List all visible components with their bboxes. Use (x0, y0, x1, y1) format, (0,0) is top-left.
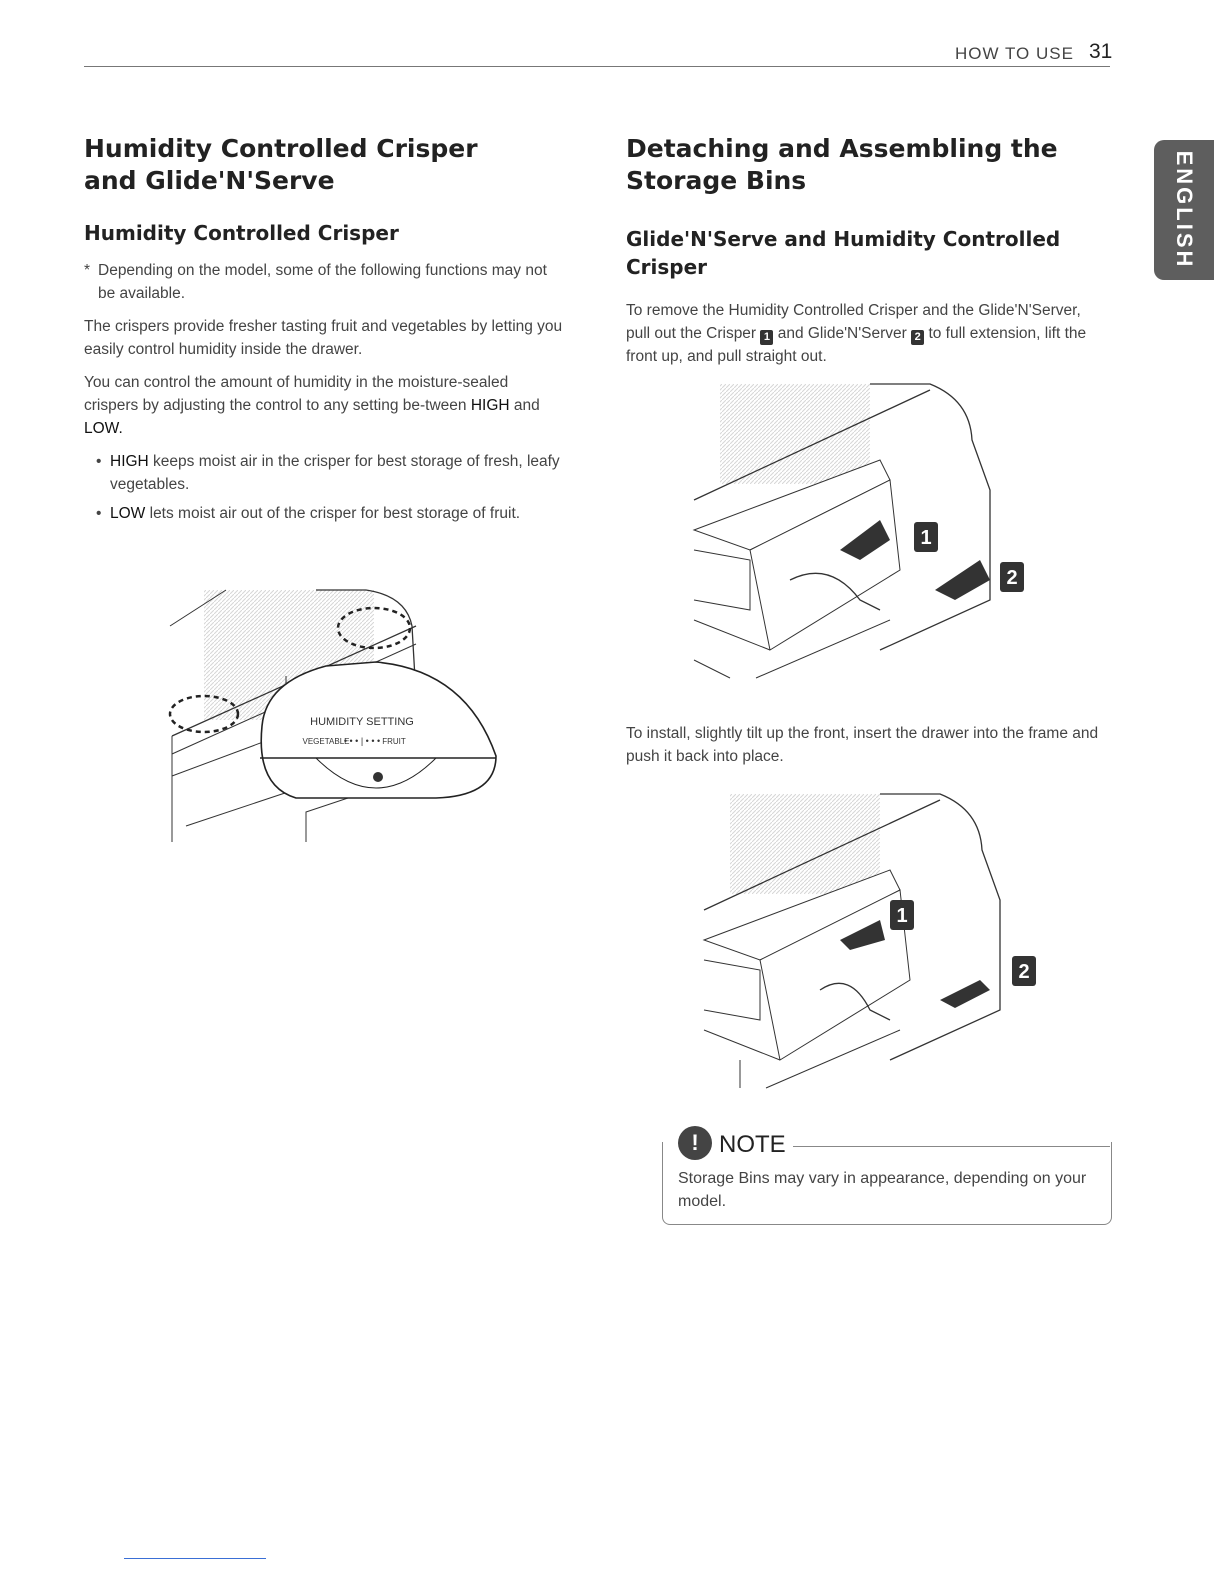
remove-instructions (626, 299, 1106, 368)
language-tab[interactable] (1154, 140, 1214, 280)
left-subtitle: Humidity Controlled Crisper (84, 221, 399, 245)
para2-high: HIGH (470, 397, 510, 414)
header-rule (84, 66, 1110, 67)
humidity-bullets (84, 450, 564, 525)
availability-note-text: Depending on the model, some of the following functions may not be available. (98, 262, 547, 302)
language-tab-label: ENGLISH (1172, 150, 1197, 270)
install-instructions: To install, slightly tilt up the front, insert the drawer into the frame and push it back into place. (626, 725, 1099, 765)
page-number: 31 (1089, 40, 1113, 63)
right-title-line2: Storage Bins (626, 166, 807, 195)
bullet-high: • HIGH keeps moist air in the crisper for best storage of fresh, leafy vegetables. (96, 453, 560, 493)
right-subtitle-line1: Glide'N'Serve and Humidity Controlled (626, 227, 1061, 251)
vegetable-label: VEGETABLE (302, 737, 350, 746)
marker-1-label: 1 (920, 527, 932, 549)
footer-rule (124, 1558, 266, 1559)
note-star: * (84, 262, 91, 279)
control-knob (373, 772, 383, 782)
badge-2: 2 (911, 330, 924, 345)
bullet-low: • LOW lets moist air out of the crisper for best storage of fruit. (96, 505, 521, 522)
para2-and: and (509, 397, 540, 414)
left-title (84, 133, 564, 197)
fruit-label: FRUIT (382, 737, 406, 746)
note-text: Storage Bins may vary in appearance, depending on your model. (678, 1170, 1087, 1210)
bullet-low-text: lets moist air out of the crisper for best storage of fruit. (145, 505, 521, 522)
right-column (626, 133, 1106, 368)
marker-2b-label: 2 (1018, 961, 1030, 983)
right-subtitle (626, 225, 1106, 281)
humidity-setting-label: HUMIDITY SETTING (310, 716, 414, 728)
badge-1: 1 (760, 330, 773, 345)
remove-text-a: To remove the Humidity Controlled Crisper and the Glide'N'Server, pull out the Crisper (626, 302, 1081, 342)
availability-note (84, 259, 564, 305)
para2-low: LOW. (84, 420, 123, 437)
left-column (84, 133, 564, 531)
crisper-para2 (84, 371, 564, 440)
crisper-para1: The crispers provide fresher tasting fruit and vegetables by letting you easily control humidity inside the drawer. (84, 318, 563, 358)
note-icon: ! (678, 1126, 712, 1160)
remove-text-c: to full extension, lift the front up, and pull straight out. (626, 325, 1087, 365)
right-title-line1: Detaching and Assembling the (626, 134, 1058, 163)
left-title-line2: and Glide'N'Serve (84, 166, 335, 195)
left-title-line1: Humidity Controlled Crisper (84, 134, 478, 163)
para2-text: You can control the amount of humidity in the moisture-sealed crispers by adjusting the control to any setting be-tween (84, 374, 509, 414)
remove-text-b: and Glide'N'Server (773, 325, 912, 342)
right-subtitle-line2: Crisper (626, 255, 708, 279)
bullet-low-key: LOW (110, 505, 146, 522)
marker-2-label: 2 (1006, 567, 1018, 589)
bullet-high-key: HIGH (110, 453, 149, 470)
note-label: NOTE (719, 1131, 786, 1158)
right-title (626, 133, 1106, 197)
marker-1b-label: 1 (896, 905, 908, 927)
header-section: HOW TO USE (955, 44, 1074, 63)
bullet-high-text: keeps moist air in the crisper for best storage of fresh, leafy vegetables. (110, 453, 560, 493)
removal-figure (690, 380, 1040, 680)
install-figure (700, 790, 1050, 1090)
note-top-rule (793, 1146, 1110, 1147)
setting-dots: • • • | • • • (343, 736, 381, 746)
humidity-control-figure (166, 586, 502, 848)
